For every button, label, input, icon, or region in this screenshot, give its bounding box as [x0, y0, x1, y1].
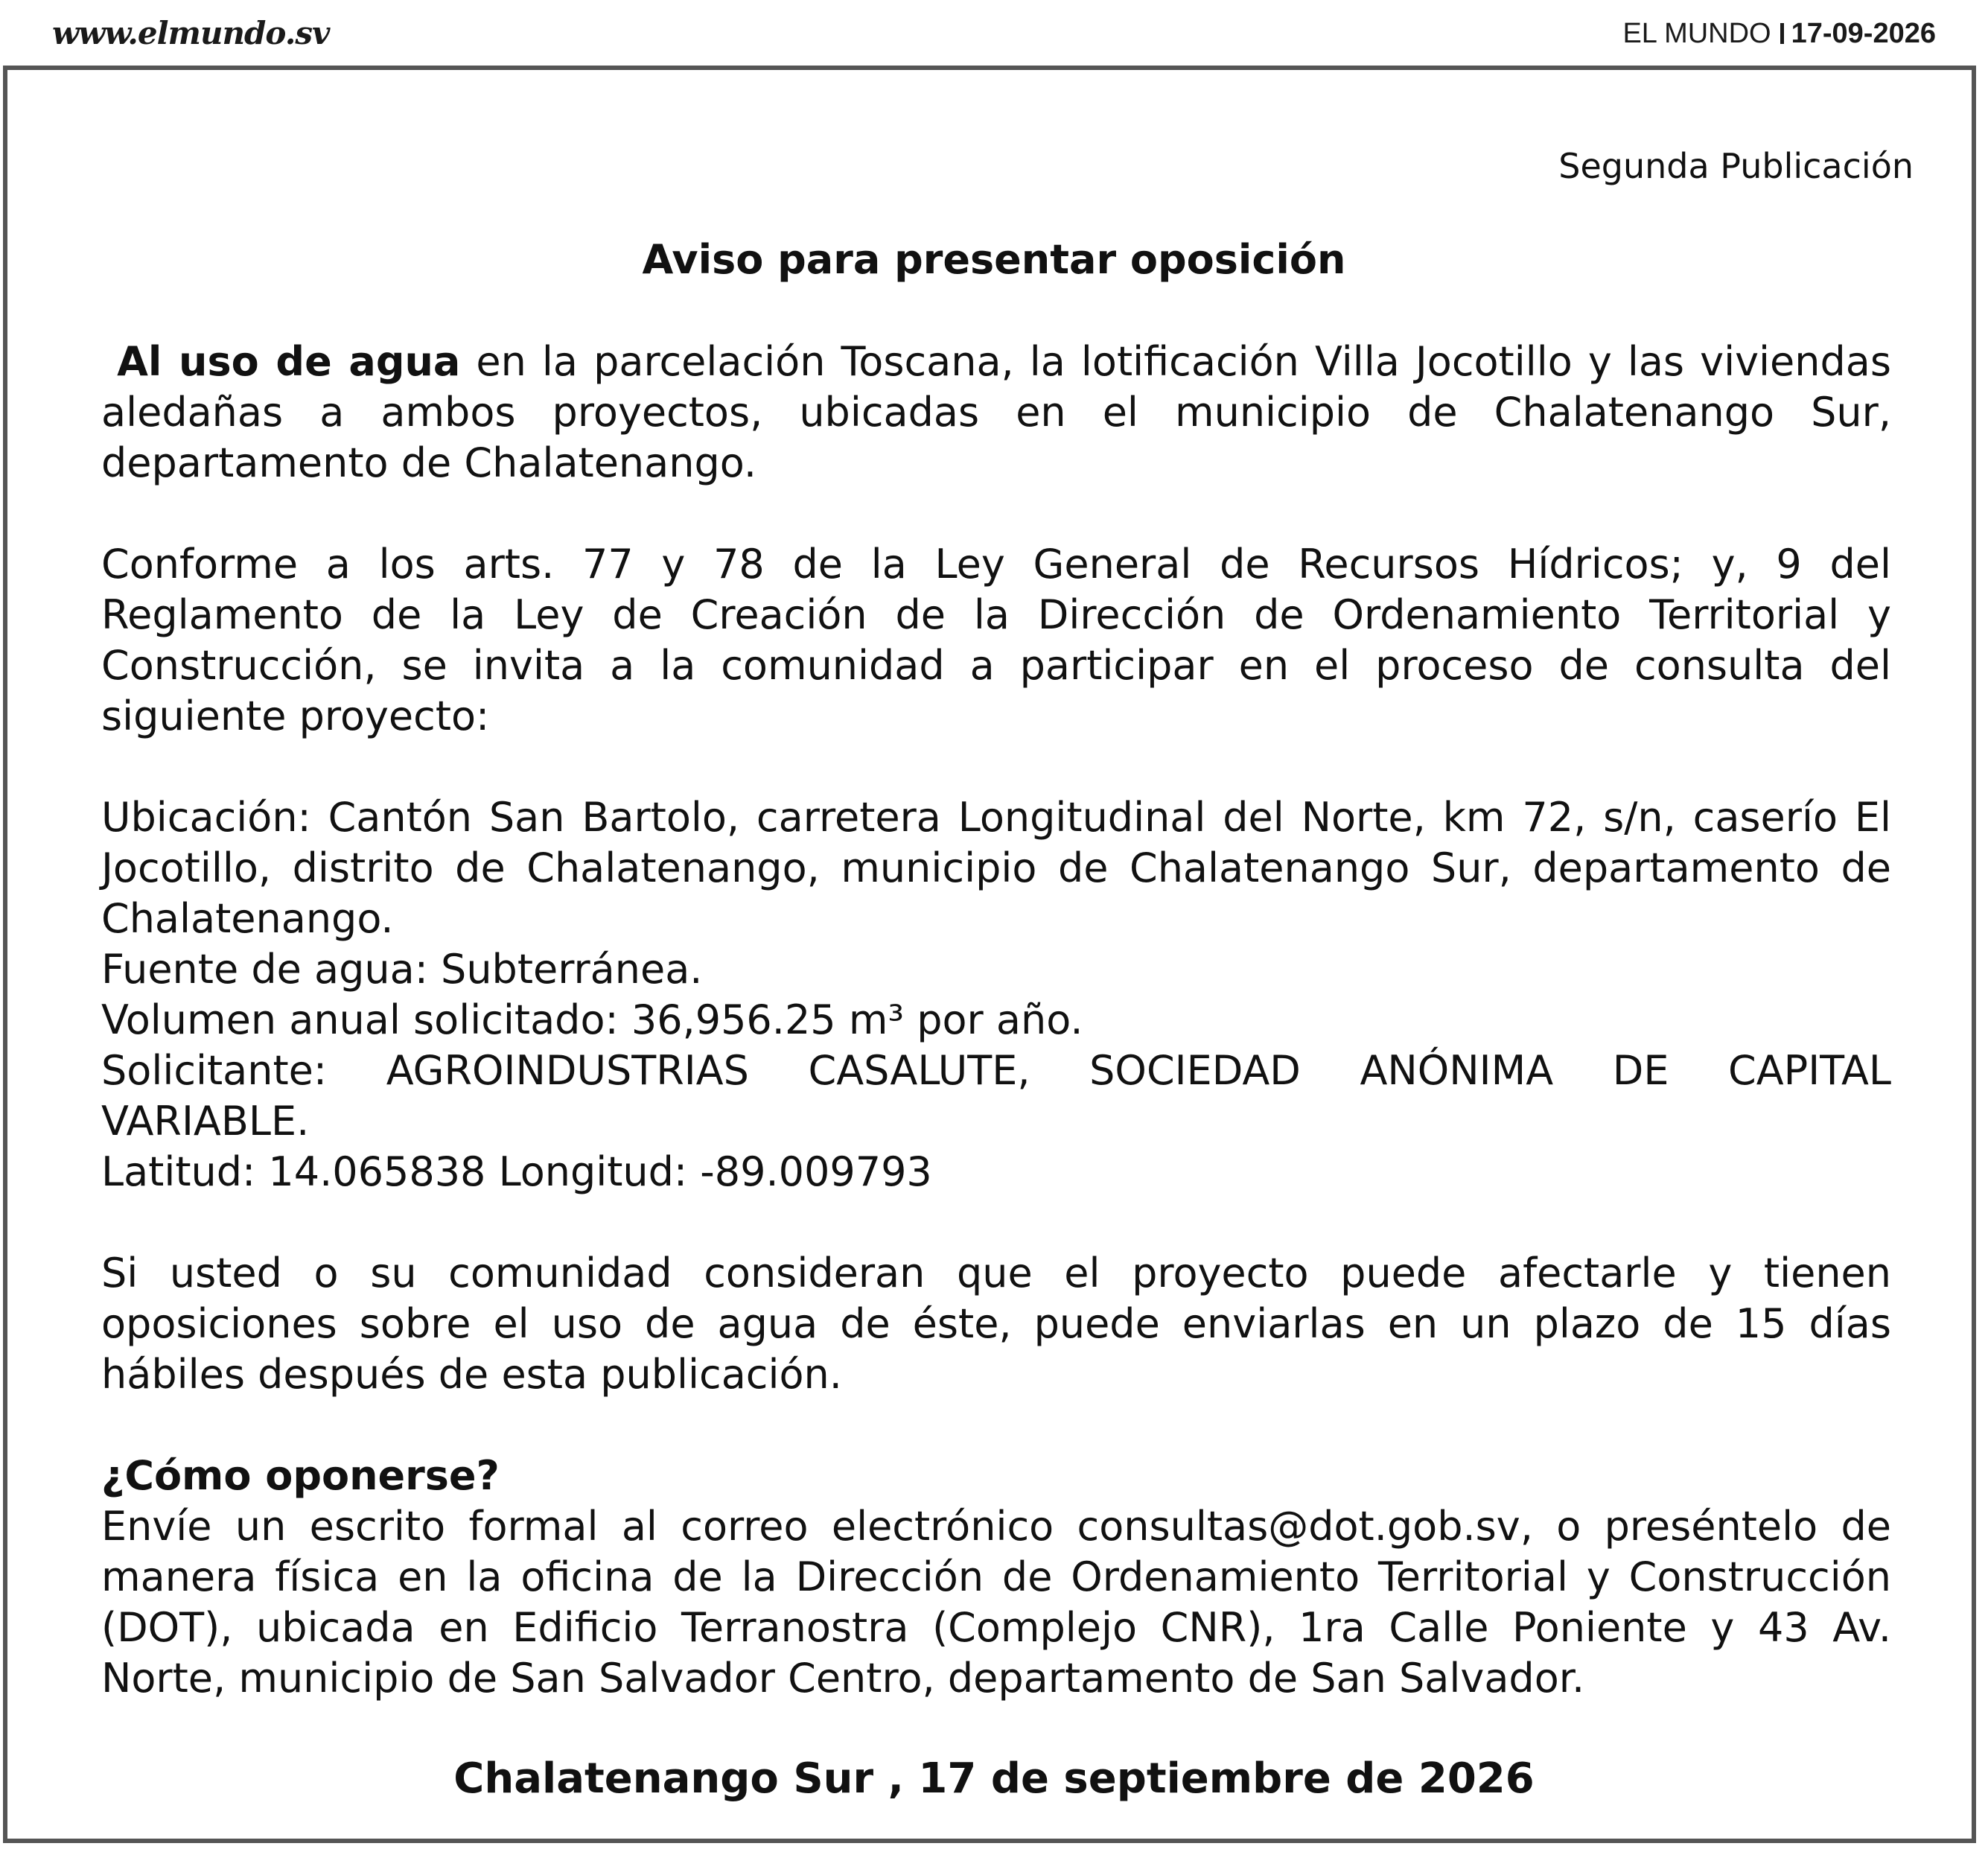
signature-line: Chalatenango Sur , 17 de septiembre de 2026 [453, 1754, 1535, 1803]
site-url: www.elmundo.sv [52, 15, 330, 51]
intro-text: en la parcelación Toscana, la lotificación Villa Jocotillo y las viviendas aledañas a ambos proyectos, ubicadas en el municipio de Chalatenango Sur, departamento de Chalatenango. [101, 338, 1891, 486]
intro-bold: Al uso de agua [117, 338, 461, 385]
how-to-oppose-text: Envíe un escrito formal al correo electrónico consultas@dot.gob.sv, o preséntelo de manera física en la oficina de la Dirección de Ordenamiento Territorial y Construcción (DOT), ubicada en Edificio Terranostra (Complejo CNR), 1ra Calle Poniente y 43 Av. Norte, municipio de San Salvador Centro, departamento de San Salvador. [101, 1503, 1891, 1702]
legal-paragraph: Conforme a los arts. 77 y 78 de la Ley General de Recursos Hídricos; y, 9 del Reglamento de la Ley de Creación de la Dirección de Ordenamiento Territorial y Construcción, se invita a la comunidad a participar en el proceso de consulta del siguiente proyecto: [101, 541, 1891, 739]
divider [1780, 23, 1784, 44]
annual-volume: Volumen anual solicitado: 36,956.25 m³ por año. [101, 996, 1083, 1043]
page-header [0, 0, 1988, 66]
issue-date: 17-09-2026 [1791, 18, 1936, 49]
intro-paragraph [101, 337, 1891, 489]
masthead [1622, 18, 1936, 50]
publication-label: Segunda Publicación [1558, 146, 1914, 186]
coordinates: Latitud: 14.065838 Longitud: -89.009793 [101, 1148, 932, 1195]
newspaper-name: EL MUNDO [1622, 18, 1771, 49]
how-to-oppose-heading: ¿Cómo oponerse? [101, 1452, 500, 1499]
notice-title: Aviso para presentar oposición [642, 236, 1346, 283]
applicant-line-1: Solicitante: AGROINDUSTRIAS CASALUTE, SOCIEDAD ANÓNIMA DE CAPITAL [101, 1047, 1891, 1094]
water-source: Fuente de agua: Subterránea. [101, 946, 703, 993]
location-paragraph: Ubicación: Cantón San Bartolo, carretera Longitudinal del Norte, km 72, s/n, caserío El Jocotillo, distrito de Chalatenango, municipio de Chalatenango Sur, departamento de Chalatenango. [101, 794, 1891, 942]
opposition-paragraph: Si usted o su comunidad consideran que el proyecto puede afectarle y tienen oposiciones sobre el uso de agua de éste, puede enviarlas en un plazo de 15 días hábiles después de esta publicación. [101, 1250, 1891, 1398]
applicant-line-2: VARIABLE. [101, 1098, 310, 1145]
